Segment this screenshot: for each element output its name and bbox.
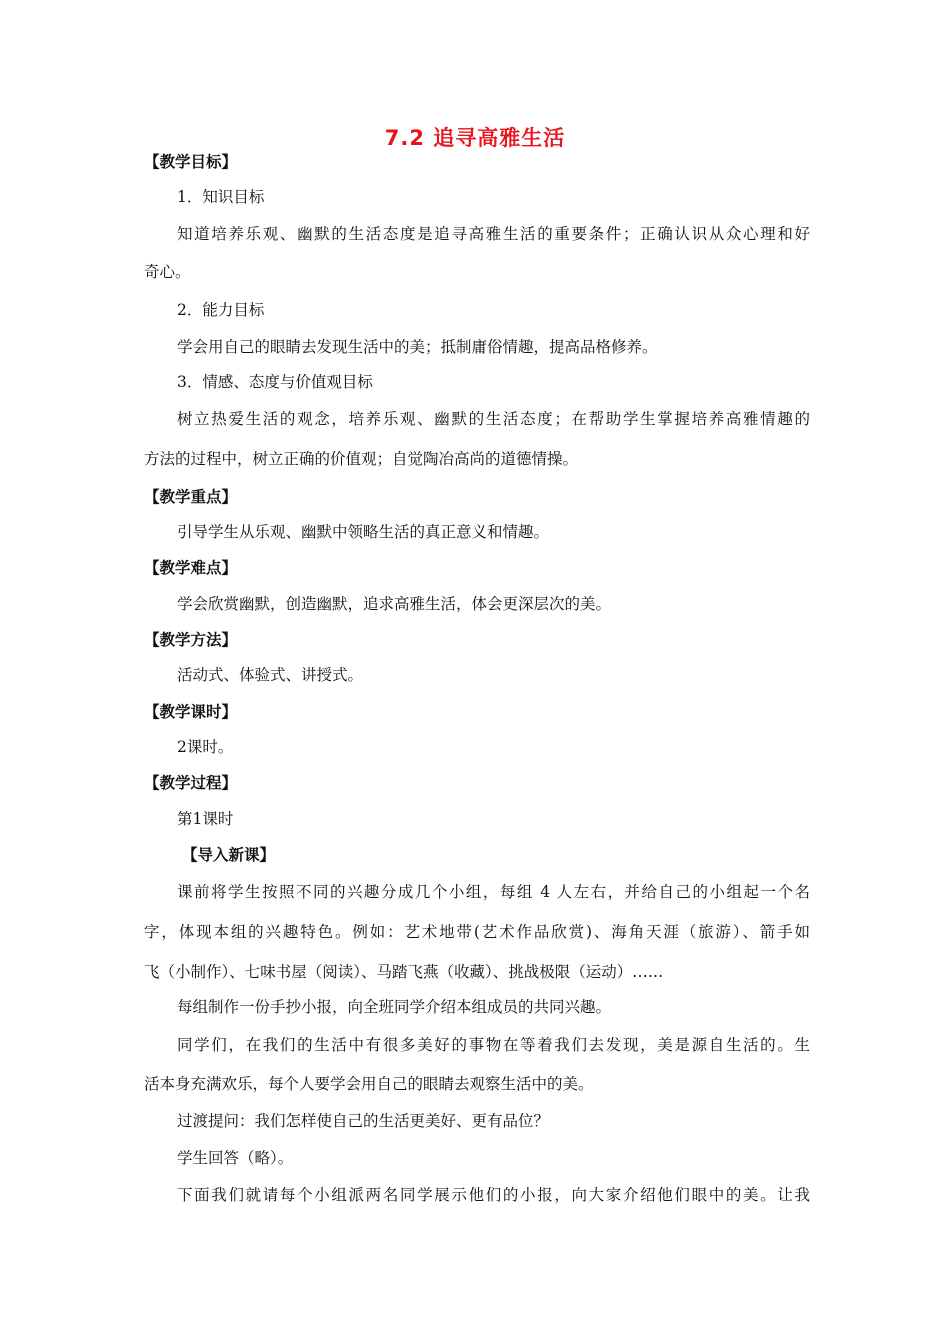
section-heading-objectives: 【教学目标】 — [144, 153, 238, 171]
section-heading-key-points: 【教学重点】 — [144, 488, 238, 506]
section-heading-process: 【教学过程】 — [144, 774, 238, 792]
paragraph-line: 下面我们就请每个小组派两名同学展示他们的小报，向大家介绍他们眼中的美。让我 — [177, 1186, 810, 1204]
paragraph-line: 课前将学生按照不同的兴趣分成几个小组，每组 4 人左右，并给自己的小组起一个名 — [177, 883, 810, 901]
paragraph-line: 2课时。 — [177, 738, 234, 756]
paragraph-line: 奇心。 — [144, 263, 191, 281]
section-heading-methods: 【教学方法】 — [144, 631, 238, 649]
subheading-emotion-goal: 3．情感、态度与价值观目标 — [177, 373, 373, 391]
paragraph-line: 方法的过程中，树立正确的价值观；自觉陶冶高尚的道德情操。 — [144, 450, 579, 468]
paragraph-line: 学会用自己的眼睛去发现生活中的美；抵制庸俗情趣，提高品格修养。 — [177, 338, 658, 356]
subheading-introduction: 【导入新课】 — [182, 846, 276, 864]
paragraph-line: 每组制作一份手抄小报，向全班同学介绍本组成员的共同兴趣。 — [177, 998, 612, 1016]
page-title: 7.2 追寻高雅生活 — [384, 126, 566, 150]
paragraph-line: 活本身充满欢乐，每个人要学会用自己的眼睛去观察生活中的美。 — [144, 1075, 594, 1093]
subheading-ability-goal: 2．能力目标 — [177, 301, 265, 319]
paragraph-line: 树立热爱生活的观念，培养乐观、幽默的生活态度；在帮助学生掌握培养高雅情趣的 — [177, 410, 810, 428]
paragraph-line: 知道培养乐观、幽默的生活态度是追寻高雅生活的重要条件；正确认识从众心理和好 — [177, 225, 810, 243]
paragraph-line: 活动式、体验式、讲授式。 — [177, 666, 364, 684]
paragraph-line: 字，体现本组的兴趣特色。例如：艺术地带(艺术作品欣赏)、海角天涯（旅游）、箭手如 — [144, 923, 810, 941]
section-heading-class-hours: 【教学课时】 — [144, 703, 238, 721]
paragraph-line: 过渡提问：我们怎样使自己的生活更美好、更有品位？ — [177, 1112, 550, 1130]
paragraph-line: 学会欣赏幽默，创造幽默，追求高雅生活，体会更深层次的美。 — [177, 595, 612, 613]
paragraph-line: 同学们，在我们的生活中有很多美好的事物在等着我们去发现，美是源自生活的。生 — [177, 1036, 810, 1054]
subheading-knowledge-goal: 1．知识目标 — [177, 188, 265, 206]
paragraph-line: 飞（小制作）、七味书屋（阅读）、马踏飞燕（收藏）、挑战极限（运动）…… — [144, 963, 664, 981]
paragraph-line: 引导学生从乐观、幽默中领略生活的真正意义和情趣。 — [177, 523, 550, 541]
section-heading-difficulties: 【教学难点】 — [144, 559, 238, 577]
subheading-lesson-one: 第1课时 — [177, 810, 234, 828]
paragraph-line: 学生回答（略）。 — [177, 1149, 294, 1167]
